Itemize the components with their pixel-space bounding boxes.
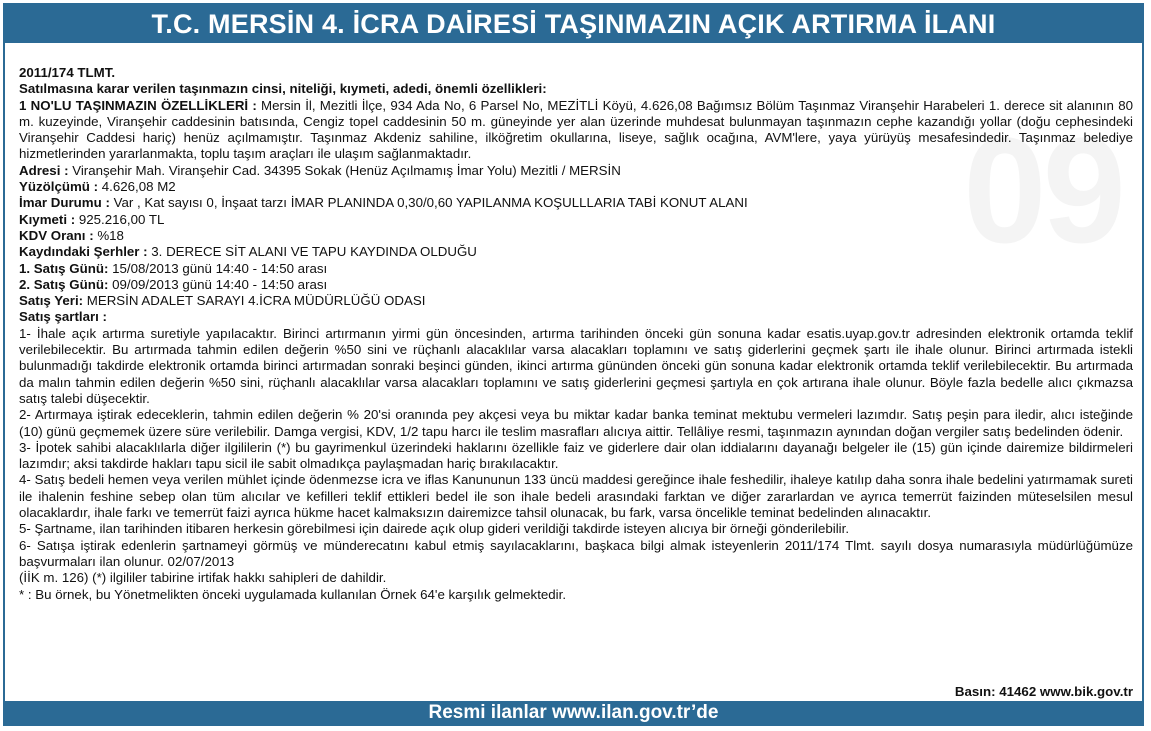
field-value-amount	[19, 212, 1133, 228]
field-area	[19, 179, 1133, 195]
notice-frame	[3, 3, 1144, 726]
field-value: 09/09/2013 günü 14:40 - 14:50 arası	[108, 276, 328, 292]
field-label: İmar Durumu :	[19, 195, 110, 211]
footnote: * : Bu örnek, bu Yönetmelikten önceki uygulamada kullanılan Örnek 64'e karşılık gelmektedir.	[19, 586, 567, 602]
field-sale-place	[19, 293, 1133, 309]
condition-item: 1- İhale açık artırma suretiyle yapılacaktır. Birinci artırmanın yirmi gün öncesinden, artırma tarihinden önceki gün sonuna kadar esatis.uyap.gov.tr adresinden elektronik ortamda teklif verilebilecektir. Bu artırmada tahmin edilen değerin %50 sini ve rüçhanlı alacaklılar varsa alacakları toplamını ve satış giderlerini geçmek şartı ile ihale olunur. Birinci artırmada istekli bulunmadığı takdirde elektronik ortamda birinci artırmadan sonraki beşinci günden, ikinci artırma gününden önceki gün sonuna kadar elektronik ortamda teklif verilebilecektir. Bu artırmada da malın tahmin edilen değerin %50 sini, rüçhanlı alacaklılar varsa alacakları toplamını ve satış giderlerini geçmesi şartıyla en çok artırana ihale olunur. Böyle fazla bedelle alıcı çıkmazsa satış talebi düşecektir.	[19, 325, 1133, 406]
press-reference: Basın: 41462 www.bik.gov.tr	[954, 684, 1133, 699]
intro-line: Satılmasına karar verilen taşınmazın cinsi, niteliği, kıymeti, adedi, önemli özellikleri:	[19, 81, 547, 97]
footer-banner: Resmi ilanlar www.ilan.gov.tr’de	[5, 701, 1142, 724]
field-label: Kıymeti :	[19, 211, 76, 227]
field-value: 3. DERECE SİT ALANI VE TAPU KAYDINDA OLDUĞU	[147, 244, 477, 260]
field-value: MERSİN ADALET SARAYI 4.İCRA MÜDÜRLÜĞÜ ODASI	[83, 293, 426, 309]
property-label: 1 NO'LU TAŞINMAZIN ÖZELLİKLERİ :	[19, 97, 257, 113]
notice-body	[19, 65, 1133, 603]
property-text: Mersin İl, Mezitli İlçe, 934 Ada No, 6 Parsel No, MEZİTLİ Köyü, 4.626,08 Bağımsız Bölüm Taşınmaz Viranşehir Harabeleri 1. derece sit alanının 80 m. kuzeyinde, Viranşehir caddesinin batısında, Cengiz topel caddesinin 50 m. güneyinde yer alan üzerinde muhdesat bulunmayan taşınmazın cephe kazandığı yollar (doğu cephesindeki Viranşehir Caddesi hariç) henüz açılmamıştır. Taşınmaz Akdeniz sahiline, ilköğretim okullarına, liseye, sağlık ocağına, AVM'lere, yaya yürüyüş mesafesindedir. Taşınmaz belediye hizmetlerinden yararlanmakta, toplu taşım araçları ile ulaşım sağlanmaktadır.	[19, 97, 1133, 162]
field-vat	[19, 228, 1133, 244]
field-label: Yüzölçümü :	[19, 179, 99, 195]
field-value: 15/08/2013 günü 14:40 - 14:50 arası	[108, 260, 328, 276]
field-zoning	[19, 195, 1133, 211]
field-value: 925.216,00 TL	[75, 211, 165, 227]
condition-item: 3- İpotek sahibi alacaklılarla diğer ilgililerin (*) bu gayrimenkul üzerindeki haklarını özellikle faiz ve giderlere dair olan iddialarını dayanağı belgeler ile (15) gün içinde dairemize bildirmeleri lazımdır; aksi takdirde hakları tapu sicil ile sabit olmadıkça paylaşmadan hariç bırakılacaktır.	[19, 439, 1133, 472]
field-value: Var , Kat sayısı 0, İnşaat tarzı İMAR PLANINDA 0,30/0,60 YAPILANMA KOŞULLLARIA TABİ KONUT ALANI	[109, 195, 748, 211]
field-label: 2. Satış Günü:	[19, 276, 109, 292]
field-value: %18	[93, 227, 124, 243]
legal-note: (İİK m. 126) (*) ilgililer tabirine irtifak hakkı sahipleri de dahildir.	[19, 570, 387, 586]
field-address	[19, 163, 1133, 179]
field-label: Adresi :	[19, 162, 69, 178]
conditions-title: Satış şartları :	[19, 309, 107, 325]
condition-item: 2- Artırmaya iştirak edeceklerin, tahmin edilen değerin % 20'si oranında pey akçesi veya bu miktar kadar banka teminat mektubu vermeleri lazımdır. Satış peşin para iledir, alıcı isteğinde (10) günü geçmemek üzere süre verilebilir. Damga vergisi, KDV, 1/2 tapu harcı ile teslim masrafları alıcıya aittir. Tellâliye resmi, taşınmazın aynından doğan vergiler satış bedelinden ödenir.	[19, 407, 1133, 439]
condition-item: 6- Satışa iştirak edenlerin şartnameyi görmüş ve münderecatını kabul etmiş sayılacaklarını, başkaca bilgi almak isteyenlerin 2011/174 Tlmt. sayılı dosya numarasıyla müdürlüğümüze başvurmaları ilan olunur. 02/07/2013	[19, 537, 1133, 569]
property-paragraph	[19, 98, 1133, 163]
field-label: Satış Yeri:	[19, 293, 84, 309]
field-label: 1. Satış Günü:	[19, 260, 109, 276]
field-label: KDV Oranı :	[19, 227, 94, 243]
field-sale-day-1	[19, 261, 1133, 277]
notice-title: T.C. MERSİN 4. İCRA DAİRESİ TAŞINMAZIN AÇIK ARTIRMA İLANI	[5, 5, 1142, 43]
condition-item: 4- Satış bedeli hemen veya verilen mühlet içinde ödenmezse icra ve iflas Kanununun 133 üncü maddesi gereğince ihale feshedilir, ihaleye katılıp daha sonra ihale bedelini yatırmamak sureti ile ihalenin feshine sebep olan tüm alıcılar ve kefilleri teklif ettikleri bedel ile son ihale bedeli arasındaki farktan ve diğer zararlardan ve ayrıca temerrüt faizinden müteselsilen mesul olacaklardır, ihale farkı ve temerrüt faizi ayrıca hükme hacet kalmaksızın dairemizce tahsil olunacak, bu fark, varsa öncelikle teminat bedelinden alınacaktır.	[19, 472, 1133, 521]
field-value: 4.626,08 M2	[98, 179, 176, 195]
field-label: Kaydındaki Şerhler :	[19, 244, 148, 260]
file-number: 2011/174 TLMT.	[19, 65, 116, 80]
field-value: Viranşehir Mah. Viranşehir Cad. 34395 Sokak (Henüz Açılmamış İmar Yolu) Mezitli / MERSİN	[68, 162, 621, 178]
condition-item: 5- Şartname, ilan tarihinden itibaren herkesin görebilmesi için dairede açık olup gideri verildiği takdirde isteyen alıcıya bir örneği gönderilebilir.	[19, 521, 850, 537]
field-sale-day-2	[19, 277, 1133, 293]
field-annotations	[19, 244, 1133, 260]
